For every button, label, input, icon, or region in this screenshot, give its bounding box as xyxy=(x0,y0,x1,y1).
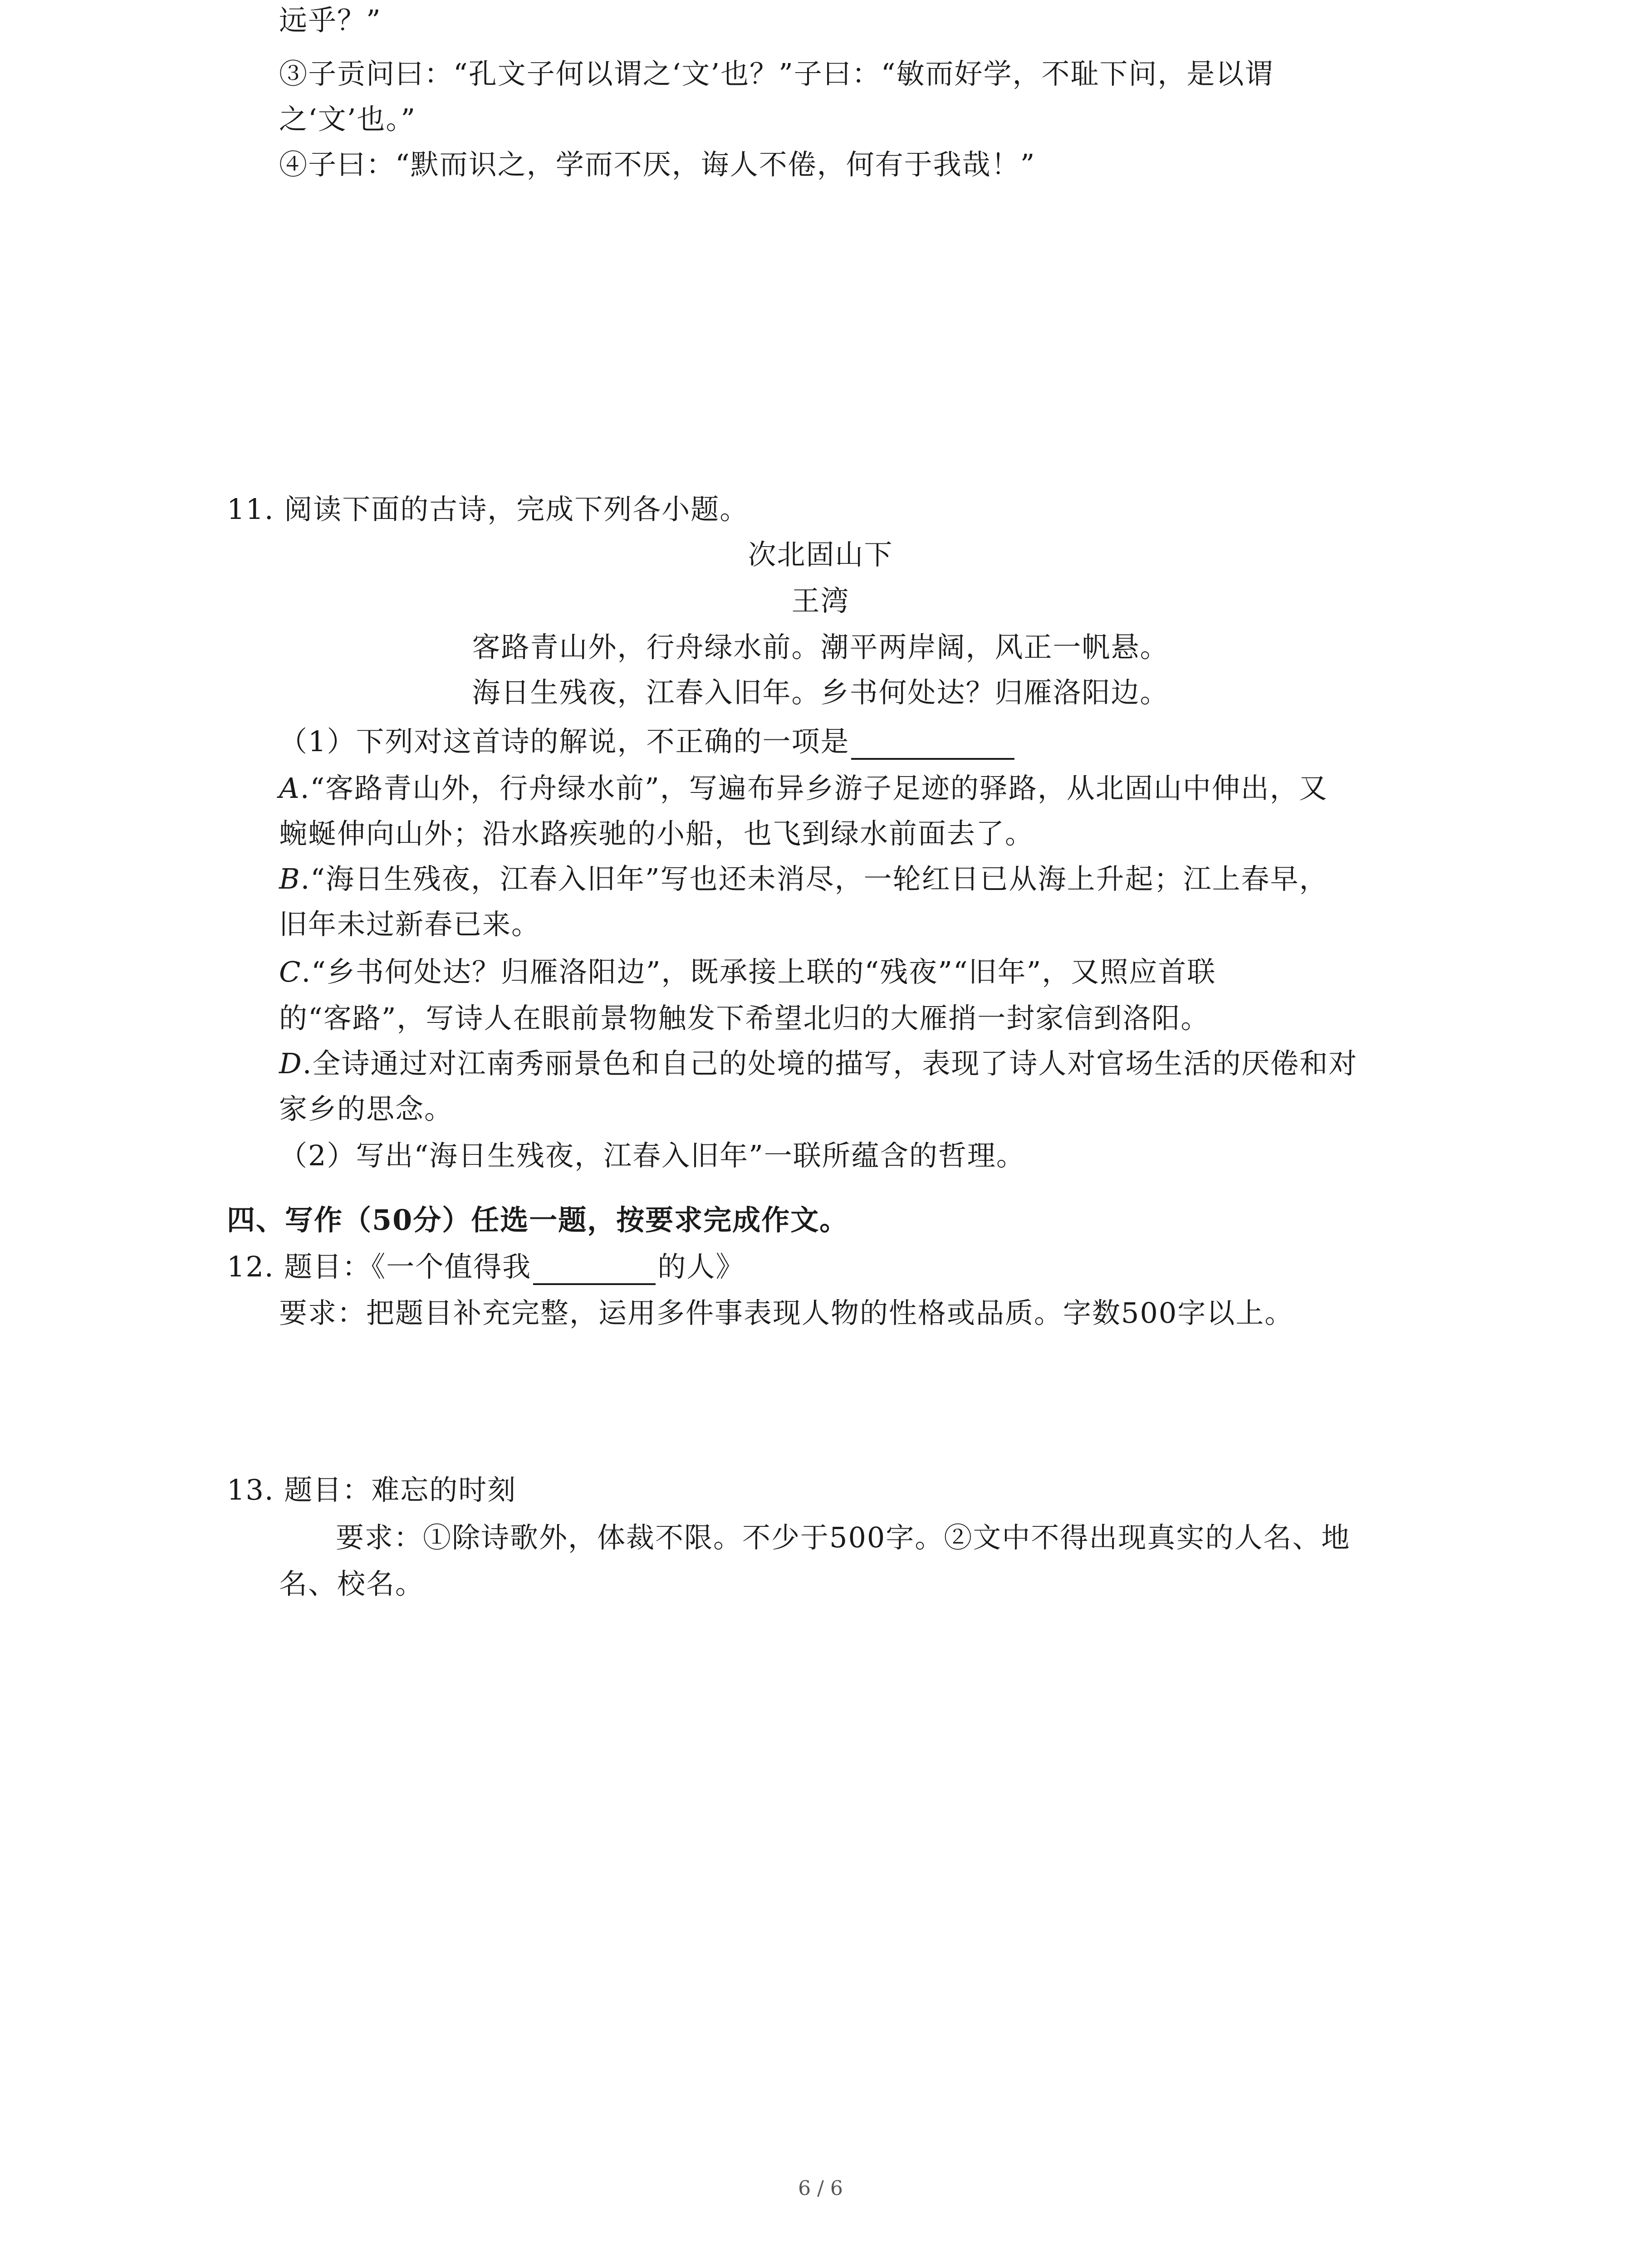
option-c-letter: C xyxy=(279,955,302,988)
q13-requirement-line-2: 名、校名。 xyxy=(279,1567,425,1600)
q11-sub2: （2）写出“海日生残夜，江春入旧年”一联所蕴含的哲理。 xyxy=(279,1139,1025,1172)
option-a-line-1 xyxy=(279,770,1328,807)
q11-stem: 11. 阅读下面的古诗，完成下列各小题。 xyxy=(227,493,749,526)
option-b-line-2: 旧年未过新春已来。 xyxy=(279,908,541,941)
poem-title: 次北固山下 xyxy=(748,538,893,571)
q13-title: 13. 题目：难忘的时刻 xyxy=(227,1473,517,1506)
passage-line-2: 之‘文’也。” xyxy=(279,103,416,136)
section-4-heading: 四、写作（50分）任选一题，按要求完成作文。 xyxy=(227,1203,849,1237)
option-c-line-2: 的“客路”，写诗人在眼前景物触发下希望北归的大雁捎一封家信到洛阳。 xyxy=(279,1002,1210,1035)
option-d-text-1: .全诗通过对江南秀丽景色和自己的处境的描写，表现了诗人对官场生活的厌倦和对 xyxy=(302,1047,1358,1080)
q12-title xyxy=(227,1249,745,1285)
option-b-letter: B xyxy=(279,862,301,895)
option-b-line-1 xyxy=(279,861,1328,897)
option-a-text-1: .“客路青山外，行舟绿水前”，写遍布异乡游子足迹的驿路，从北固山中伸出，又 xyxy=(300,772,1328,805)
poem-author: 王湾 xyxy=(791,584,850,617)
option-b-text-1: .“海日生残夜，江春入旧年”写也还未消尽，一轮红日已从海上升起；江上春早， xyxy=(300,862,1328,895)
option-d-line-2: 家乡的思念。 xyxy=(279,1092,454,1125)
option-c-text-1: .“乡书何处达？归雁洛阳边”，既承接上联的“残夜”“旧年”，又照应首联 xyxy=(301,955,1216,988)
poem-line-2: 海日生残夜，江春入旧年。乡书何处达？归雁洛阳边。 xyxy=(472,676,1169,709)
q12-title-suffix: 的人》 xyxy=(657,1250,745,1283)
passage-line-0: 远乎？” xyxy=(279,4,382,37)
option-a-line-2: 蜿蜒伸向山外；沿水路疾驰的小船，也飞到绿水前面去了。 xyxy=(279,817,1034,850)
passage-line-3: ④子曰：“默而识之，学而不厌，诲人不倦，何有于我哉！” xyxy=(279,148,1036,181)
poem-line-1: 客路青山外，行舟绿水前。潮平两岸阔，风正一帆悬。 xyxy=(472,631,1169,664)
title-blank[interactable] xyxy=(533,1253,656,1285)
page-number: 6 / 6 xyxy=(798,2177,843,2200)
option-d-letter: D xyxy=(279,1047,303,1080)
q12-requirement: 要求：把题目补充完整，运用多件事表现人物的性格或品质。字数500字以上。 xyxy=(279,1296,1294,1330)
q11-sub1 xyxy=(279,723,1016,760)
answer-blank[interactable] xyxy=(851,728,1014,760)
passage-line-1: ③子贡问曰：“孔文子何以谓之‘文’也？”子曰：“敏而好学，不耻下问，是以谓 xyxy=(279,57,1274,90)
option-c-line-1 xyxy=(279,954,1216,990)
option-d-line-1 xyxy=(279,1046,1357,1082)
q11-sub1-text: （1）下列对这首诗的解说，不正确的一项是 xyxy=(279,725,850,758)
option-a-letter: A xyxy=(279,772,300,805)
q13-requirement-line-1: 要求：①除诗歌外，体裁不限。不少于500字。②文中不得出现真实的人名、地 xyxy=(336,1521,1351,1554)
q12-title-prefix: 12. 题目：《一个值得我 xyxy=(227,1250,532,1283)
